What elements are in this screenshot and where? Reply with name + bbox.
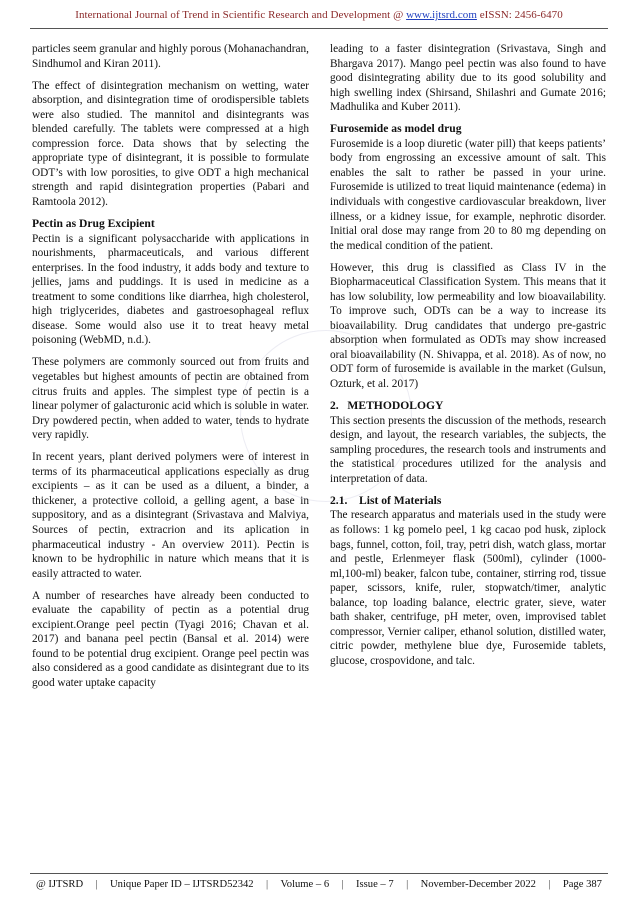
footer-separator: | — [341, 879, 344, 890]
footer-page: Page 387 — [562, 879, 602, 890]
footer-journal: @ IJTSRD — [36, 879, 84, 890]
paragraph: leading to a faster disintegration (Srivastava, Singh and Bhargava 2017). Mango peel pectin was also found to have good disintegrating ability due to its good solubility and high swelling index (Shirsand, Shilashri and Gumate 2016; Madhulika and Kuber 2011). — [330, 43, 606, 114]
footer-paper-id: Unique Paper ID – IJTSRD52342 — [110, 879, 254, 890]
paragraph: Pectin is a significant polysaccharide with applications in nourishments, pharmaceuticals, and various different enterprises. In the food industry, it adds body and texture to jellies, jams and puddings. It is used in medicine as a treatment to some conditions like diarrhea, high cholesterol, high triglycerides, diabetes and gastroesophageal reflux disease. Some would also use it to treat heavy metal poisoning (WebMD, n.d.). — [32, 232, 309, 347]
section-heading-materials: 2.1. List of Materials — [330, 493, 442, 507]
section-heading-pectin: Pectin as Drug Excipient — [32, 217, 155, 231]
footer-issue: Issue – 7 — [356, 879, 394, 890]
running-footer — [36, 879, 602, 890]
paragraph: The research apparatus and materials used in the study were as follows: 1 kg pomelo peel, 1 kg cacao pod husk, ziplock bags, funnel, cotton, foil, tray, petri dish, watch glass, mortar and pestle, Erlenmeyer flask (500ml), cylinder (1000-ml,100-ml) beaker, falcon tube, container, stirring rod, tissue paper, scissors, knife, ruler, stopwatch/timer, analytic balance, top loading balance, electric grater, sieve, water bath shaker, centrifuge, pH meter, oven, improvised tablet compressor, Vernier caliper, ethanol solution, distilled water, citric powder, methylene blue dye, Furosemide tablets, glucose, crospovidone, and talc. — [330, 509, 606, 667]
paragraph: The effect of disintegration mechanism on wetting, water absorption, and disintegration time of orodispersible tablets were also studied. The mannitol and disintegrants was blended carefully. The tablets were compressed at a high compression force. Data shows that by selecting the appropriate type of disintegrant, it is possible to formulate ODT’s with low porosities, to give ODT a high mechanical strength and rapid disintegration properties (Pabari and Ramtoola 2012). — [32, 79, 309, 208]
footer-separator: | — [548, 879, 551, 890]
section-heading-furosemide: Furosemide as model drug — [330, 122, 462, 136]
paragraph: However, this drug is classified as Class IV in the Biopharmaceutical Classification System. This means that it has low solubility, low permeability and low bioavailability. To improve such, ODTs can be a way to increase its bioavailability. Drug candidates that undergo pre-gastric absorption when formulated as ODTs may show increased oral bioavailability (N. Shivappa, et al. 2018). As of now, no ODT form of furosemide is available in the market (Gulsun, Ozturk, et al. 2017) — [330, 261, 606, 391]
footer-separator: | — [95, 879, 98, 890]
right-column — [330, 42, 606, 676]
paragraph: This section presents the discussion of the methods, research design, and layout, the research variables, the subjects, the sampling procedures, the research tools and instruments and the statistical procedures utilized for the analysis and interpretation of data. — [330, 414, 606, 485]
journal-url-link[interactable]: www.ijtsrd.com — [406, 9, 477, 21]
footer-separator: | — [406, 879, 409, 890]
paragraph: A number of researches have already been conducted to evaluate the capability of pectin as a potential drug excipient.Orange peel pectin (Tyagi 2016; Chavan et al. 2017) and banana peel pectin (Bansal et al. 2014) were found to be potential drug excipient. Orange peel pectin was also considered as a good candidate as disintegrant due to its good water uptake capacity — [32, 589, 309, 689]
running-header — [0, 9, 638, 21]
paragraph: In recent years, plant derived polymers were of interest in terms of its pharmaceutical applications especially as drug excipients – as it can be used as a diluent, a binder, a thickener, a protective colloid, a gelling agent, a base in suppository, and as a disintegrant (Srivastava and Malviya, Sources of pectin, extracrion and its aplication in pharmaceutical industry - An overview 2011). Pectin is known to be hydrophilic in nature which means that it is easily attracted to water. — [32, 451, 309, 580]
footer-rule — [30, 873, 608, 874]
footer-volume: Volume – 6 — [280, 879, 330, 890]
paragraph: particles seem granular and highly porous (Mohanachandran, Sindhumol and Kiran 2011). — [32, 43, 309, 70]
paragraph: These polymers are commonly sourced out from fruits and vegetables but highest amounts of pectin are obtained from citrus fruits and apples. The simplest type of pectin is a linear polymer of galacturonic acid which is soluble in water. Dry powdered pectin, when added to water, tends to hydrate very rapidly. — [32, 356, 309, 442]
journal-name: International Journal of Trend in Scientific Research and Development @ — [75, 9, 404, 21]
issn: eISSN: 2456-6470 — [479, 9, 563, 21]
left-column — [32, 42, 309, 698]
footer-separator: | — [265, 879, 269, 890]
section-heading-methodology: 2. METHODOLOGY — [330, 399, 444, 413]
header-rule — [30, 28, 608, 29]
paragraph: Furosemide is a loop diuretic (water pill) that keeps patients’ body from engrossing an excessive amount of salt. This enables the salt to rather be passed in your urine. Furosemide is utilized to treat liquid maintenance (edema) in individuals with congestive cardiovascular breakdown, liver illness, or a kidney issue, for example, nephrotic disorder. Initial oral dose may range from 20 to 80 mg depending on the medical condition of the patient. — [330, 137, 606, 252]
footer-date: November-December 2022 — [420, 879, 536, 890]
